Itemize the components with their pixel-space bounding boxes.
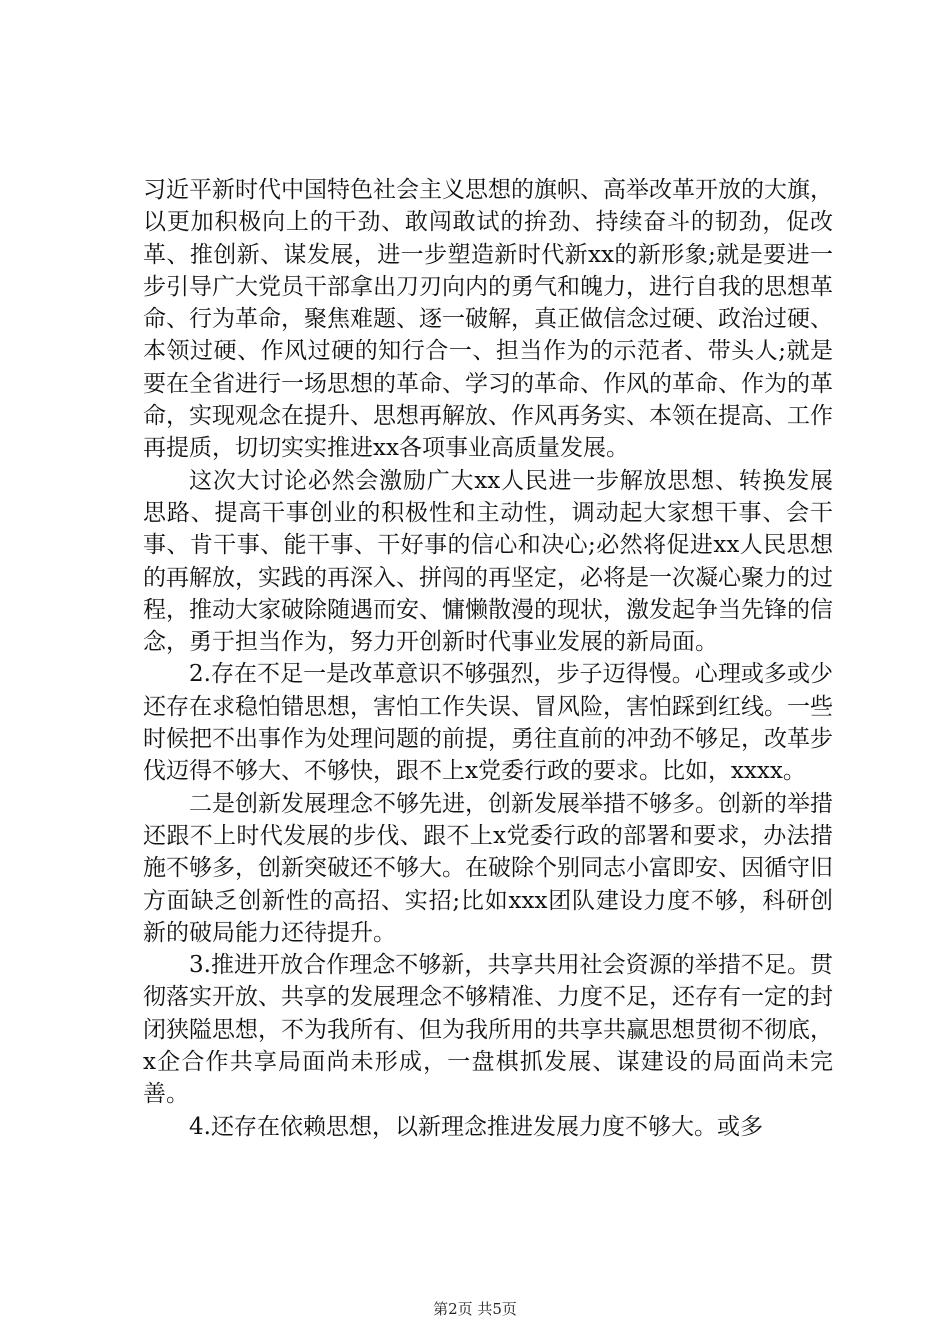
paragraph-1: 习近平新时代中国特色社会主义思想的旗帜、高举改革开放的大旗，以更加积极向上的干劲、敢闯敢试的拚劲、持续奋斗的韧劲，促改革、推创新、谋发展，进一步塑造新时代新xx的新形象;就是要进一步引导广大党员干部拿出刀刃向内的勇气和魄力，进行自我的思想革命、行为革命，聚焦难题、逐一破解，真正做信念过硬、政治过硬、本领过硬、作风过硬的知行合一、担当作为的示范者、带头人;就是要在全省进行一场思想的革命、学习的革命、作风的革命、作为的革命，实现观念在提升、思想再解放、作风再务实、本领在提高、工作再提质，切切实实推进xx各项事业高质量发展。 — [143, 177, 833, 462]
paragraph-2: 这次大讨论必然会激励广大xx人民进一步解放思想、转换发展思路、提高干事创业的积极性和主动性，调动起大家想干事、会干事、肯干事、能干事、干好事的信心和决心;必然将促进xx人民思想的再解放，实践的再深入、拼闯的再坚定，必将是一次凝心聚力的过程，推动大家破除随遇而安、慵懒散漫的现状，激发起争当先锋的信念，勇于担当作为，努力开创新时代事业发展的新局面。 — [143, 467, 833, 656]
paragraph-4: 二是创新发展理念不够先进，创新发展举措不够多。创新的举措还跟不上时代发展的步伐、跟不上x党委行政的部署和要求，办法措施不够多，创新突破还不够大。在破除个别同志小富即安、因循守旧方面缺乏创新性的高招、实招;比如xxx团队建设力度不够，科研创新的破局能力还待提升。 — [143, 790, 833, 946]
paragraph-6: 4.还存在依赖思想，以新理念推进发展力度不够大。或多 — [189, 1113, 763, 1140]
paragraph-3: 2.存在不足一是改革意识不够强烈，步子迈得慢。心理或多或少还存在求稳怕错思想，害怕工作失误、冒风险，害怕踩到红线。一些时候把不出事作为处理问题的前提，勇往直前的冲劲不够足，改革步伐迈得不够大、不够快，跟不上x党委行政的要求。比如，xxxx。 — [143, 661, 833, 785]
document-body — [143, 174, 833, 1143]
page-footer: 第2页 共5页 — [433, 1300, 517, 1318]
paragraph-5: 3.推进开放合作理念不够新，共享共用社会资源的举措不足。贯彻落实开放、共享的发展理念不够精准、力度不足，还存有一定的封闭狭隘思想，不为我所有、但为我所用的共享共赢思想贯彻不彻底，x企合作共享局面尚未形成，一盘棋抓发展、谋建设的局面尚未完善。 — [143, 952, 833, 1108]
